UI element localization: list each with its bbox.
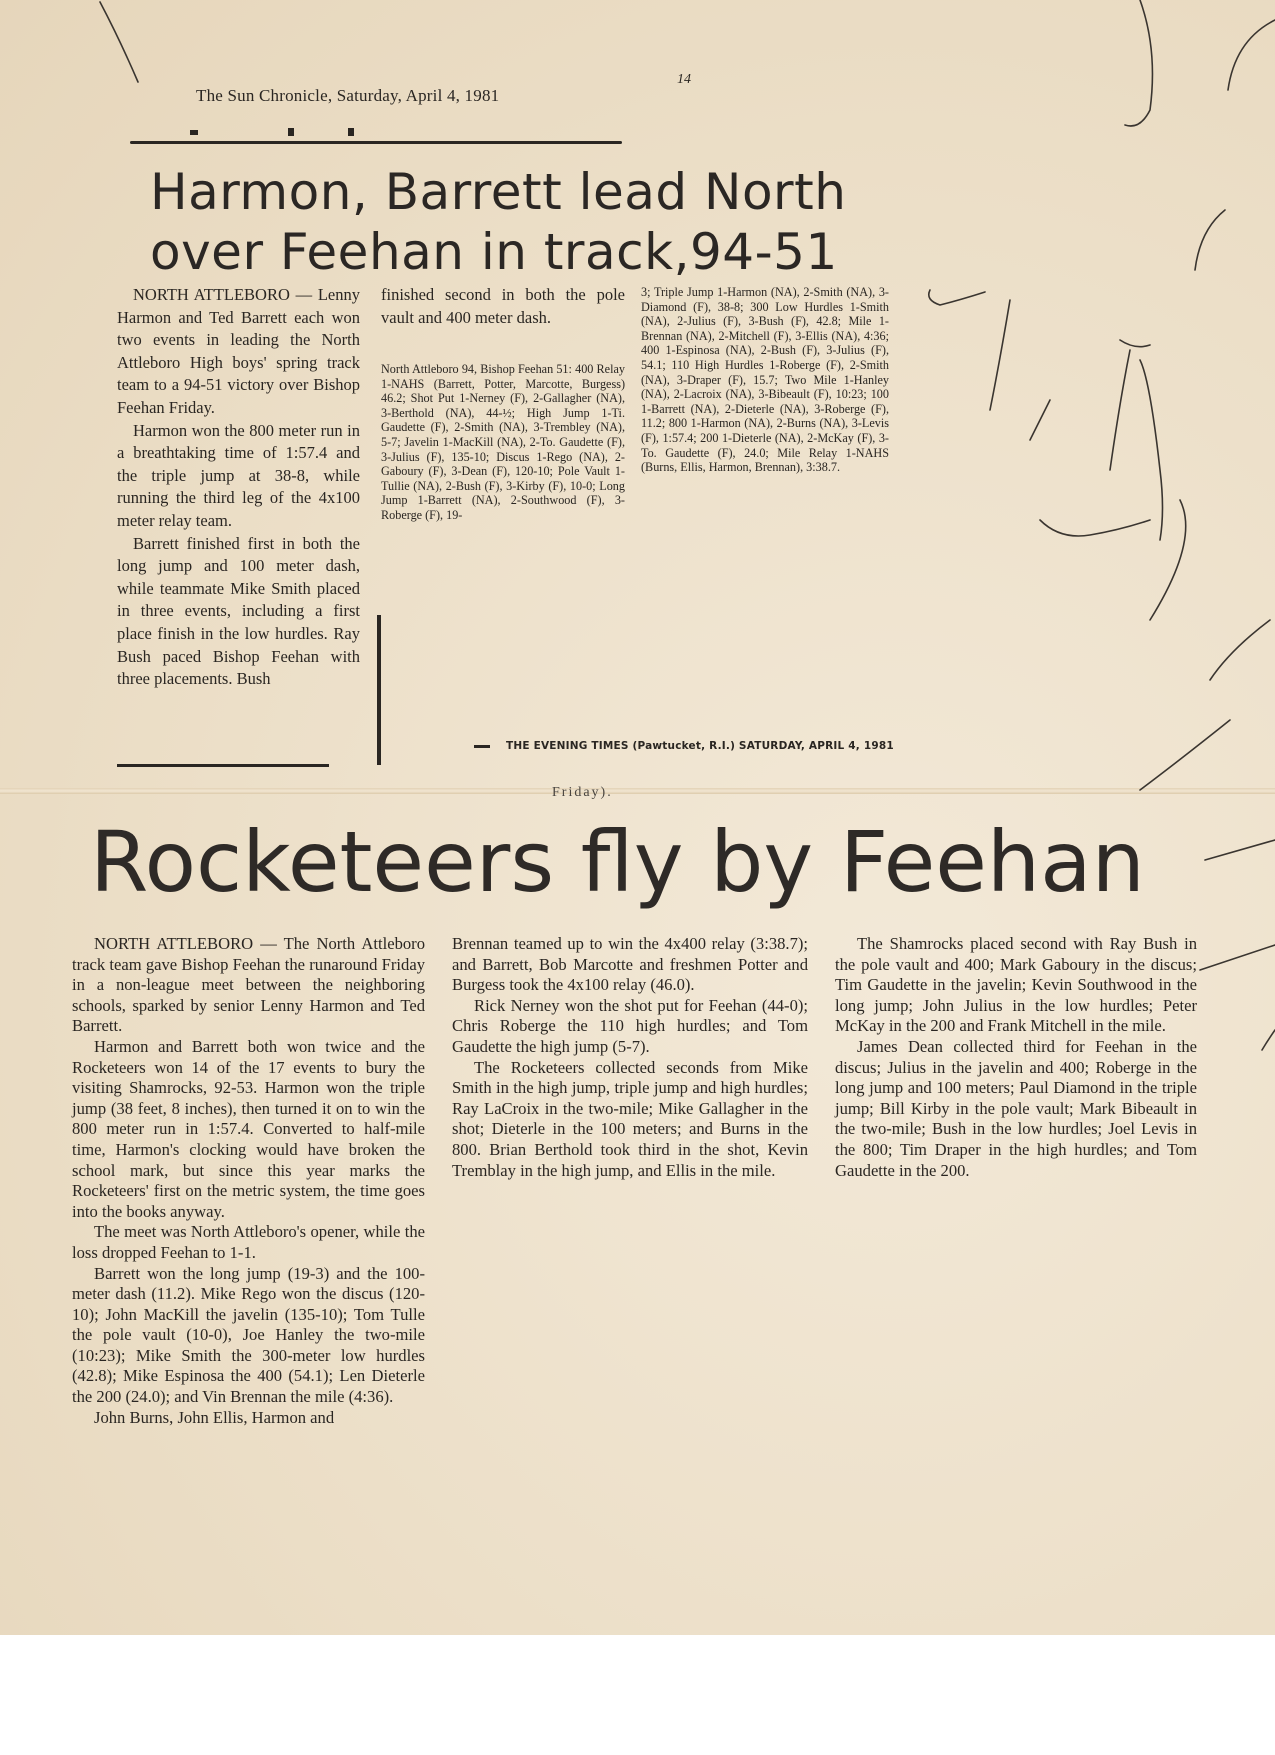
dateline-evening-times (474, 740, 894, 752)
rule-dash (288, 128, 294, 136)
paragraph: NORTH ATTLEBORO — The North Attleboro track team gave Bishop Feehan the runaround Friday in a non-league meet between the neighboring schools, sparked by senior Lenny Harmon and Ted Barrett. (72, 934, 425, 1036)
article-end-bar (117, 764, 329, 767)
page-number: 14 (677, 72, 691, 87)
headline-line-2: over Feehan in track,94-51 (150, 223, 838, 281)
dateline-text: THE EVENING TIMES (Pawtucket, R.I.) SATURDAY, APRIL 4, 1981 (506, 740, 894, 752)
paragraph: finished second in both the pole vault and 400 meter dash. (381, 285, 625, 327)
headline-rocketeers: Rocketeers fly by Feehan (90, 813, 1145, 911)
paragraph: The Shamrocks placed second with Ray Bush in the pole vault and 400; Mark Gaboury in the discus; Tim Gaudette in the javelin; Kevin Southwood in the long jump; John Julius in the low hurdles; Peter McKay in the 200 and Frank Mitchell in the mile. (835, 934, 1197, 1036)
headline-line-1: Harmon, Barrett lead North (150, 163, 847, 221)
paragraph: The meet was North Attleboro's opener, while the loss dropped Feehan to 1-1. (72, 1222, 425, 1262)
article1-column-2 (381, 284, 625, 329)
paragraph: Barrett won the long jump (19-3) and the 100-meter dash (11.2). Mike Rego won the discus (120-10); John MacKill the javelin (135-10); Tom Tulle the pole vault (10-0), Joe Hanley the two-mile (10:23); Mike Smith the 300-meter low hurdles (42.8); Mike Espinosa the 400 (54.1); Len Dieterle the 200 (24.0); and Vin Brennan the mile (4:36). (72, 1263, 425, 1407)
paragraph: Rick Nerney won the shot put for Feehan (44-0); Chris Roberge the 110 high hurdles; and Tom Gaudette the high jump (5-7). (452, 995, 808, 1056)
results-box-part-2: 3; Triple Jump 1-Harmon (NA), 2-Smith (NA), 3-Diamond (F), 38-8; 300 Low Hurdles 1-Smith (NA), 2-Julius (F), 3-Bush (F), 42.8; Mile 1-Brennan (NA), 2-Mitchell (F), 3-Ellis (NA), 4:36; 400 1-Espinosa (NA), 2-Bush (F), 3-Julius (F), 54.1; 110 High Hurdles 1-Roberge (F), 2-Smith (NA), 3-Draper (F), 15.7; Two Mile 1-Hanley (NA), 2-Lacroix (NA), 3-Bibeault (F), 10:23; 100 1-Barrett (NA), 2-Dieterle (NA), 3-Roberge (F), 11.2; 800 1-Harmon (NA), 2-Burns (NA), 3-Levis (F), 1:57.4; 200 1-Dieterle (NA), 2-McKay (F), 3-To. Gaudette (F), 24.0; Mile Relay 1-NAHS (Burns, Ellis, Harmon, Brennan), 3:38.7. (641, 285, 889, 475)
dateline-sun-chronicle: The Sun Chronicle, Saturday, April 4, 1981 (196, 86, 500, 105)
headline-harmon-barrett (150, 162, 910, 282)
column-bar (377, 615, 381, 765)
paragraph: Barrett finished first in both the long jump and 100 meter dash, while teammate Mike Smith placed in three events, including a first place finish in the low hurdles. Ray Bush paced Bishop Feehan with three placements. Bush (117, 533, 360, 689)
dateline-mark (474, 745, 490, 748)
paragraph: Harmon won the 800 meter run in a breathtaking time of 1:57.4 and the triple jump at 38-8, while running the third leg of the 4x100 meter relay team. (117, 420, 360, 530)
paragraph: The Rocketeers collected seconds from Mike Smith in the high jump, triple jump and high hurdles; Ray LaCroix in the two-mile; Mike Gallagher in the shot; Dieterle in the 100 meters; and Burns in the 800. Brian Berthold took third in the shot, Kevin Tremblay in the high jump, and Ellis in the mile. (452, 1057, 808, 1180)
rule-dash (348, 128, 354, 136)
header-rule (130, 141, 622, 144)
paragraph: Harmon and Barrett both won twice and the Rocketeers won 14 of the 17 events to bury the visiting Shamrocks, 92-53. Harmon won the triple jump (38 feet, 8 inches), then turned it on to win the 800 meter run in 1:57.4. Converted to half-mile time, Harmon's clocking would have broken the school mark, but since this year marks the Rocketeers' first on the metric system, the time goes into the books anyway. (72, 1036, 425, 1221)
article2-column-1 (72, 934, 425, 1428)
paragraph: NORTH ATTLEBORO — Lenny Harmon and Ted Barrett each won two events in leading the North Attleboro High boys' spring track team to a 94-51 victory over Bishop Feehan Friday. (117, 285, 360, 417)
paragraph: James Dean collected third for Feehan in the discus; Julius in the javelin and 400; Roberge in the long jump and 100 meters; Paul Diamond in the triple jump; Bill Kirby in the pole vault; Mark Bibeault in the two-mile; Bush in the low hurdles; Joel Levis in the 800; Tim Draper in the high hurdles; and Tom Gaudette in the 200. (835, 1036, 1197, 1180)
paragraph: Brennan teamed up to win the 4x400 relay (3:38.7); and Barrett, Bob Marcotte and freshmen Potter and Burgess took the 4x100 relay (46.0). (452, 934, 808, 995)
article2-column-3 (835, 934, 1197, 1181)
paragraph: John Burns, John Ellis, Harmon and (94, 1407, 335, 1427)
article1-column-1 (117, 284, 360, 691)
results-box-part-1: North Attleboro 94, Bishop Feehan 51: 400 Relay 1-NAHS (Barrett, Potter, Marcotte, Burgess) 46.2; Shot Put 1-Nerney (F), 2-Gallagher (NA), 3-Berthold (NA), 44-½; High Jump 1-Ti. Gaudette (F), 2-Smith (NA), 3-Trembley (NA), 5-7; Javelin 1-MacKill (NA), 2-To. Gaudette (F), 3-Julius (F), 135-10; Discus 1-Rego (NA), 2-Gaboury (F), 3-Dean (F), 120-10; Pole Vault 1-Tullie (NA), 2-Bush (F), 3-Kirby (F), 10-0; Long Jump 1-Barrett (NA), 2-Southwood (F), 3-Roberge (F), 19- (381, 362, 625, 522)
article2-column-2 (452, 934, 808, 1181)
rule-dash (190, 130, 198, 135)
handwritten-note: Friday). (552, 785, 613, 800)
